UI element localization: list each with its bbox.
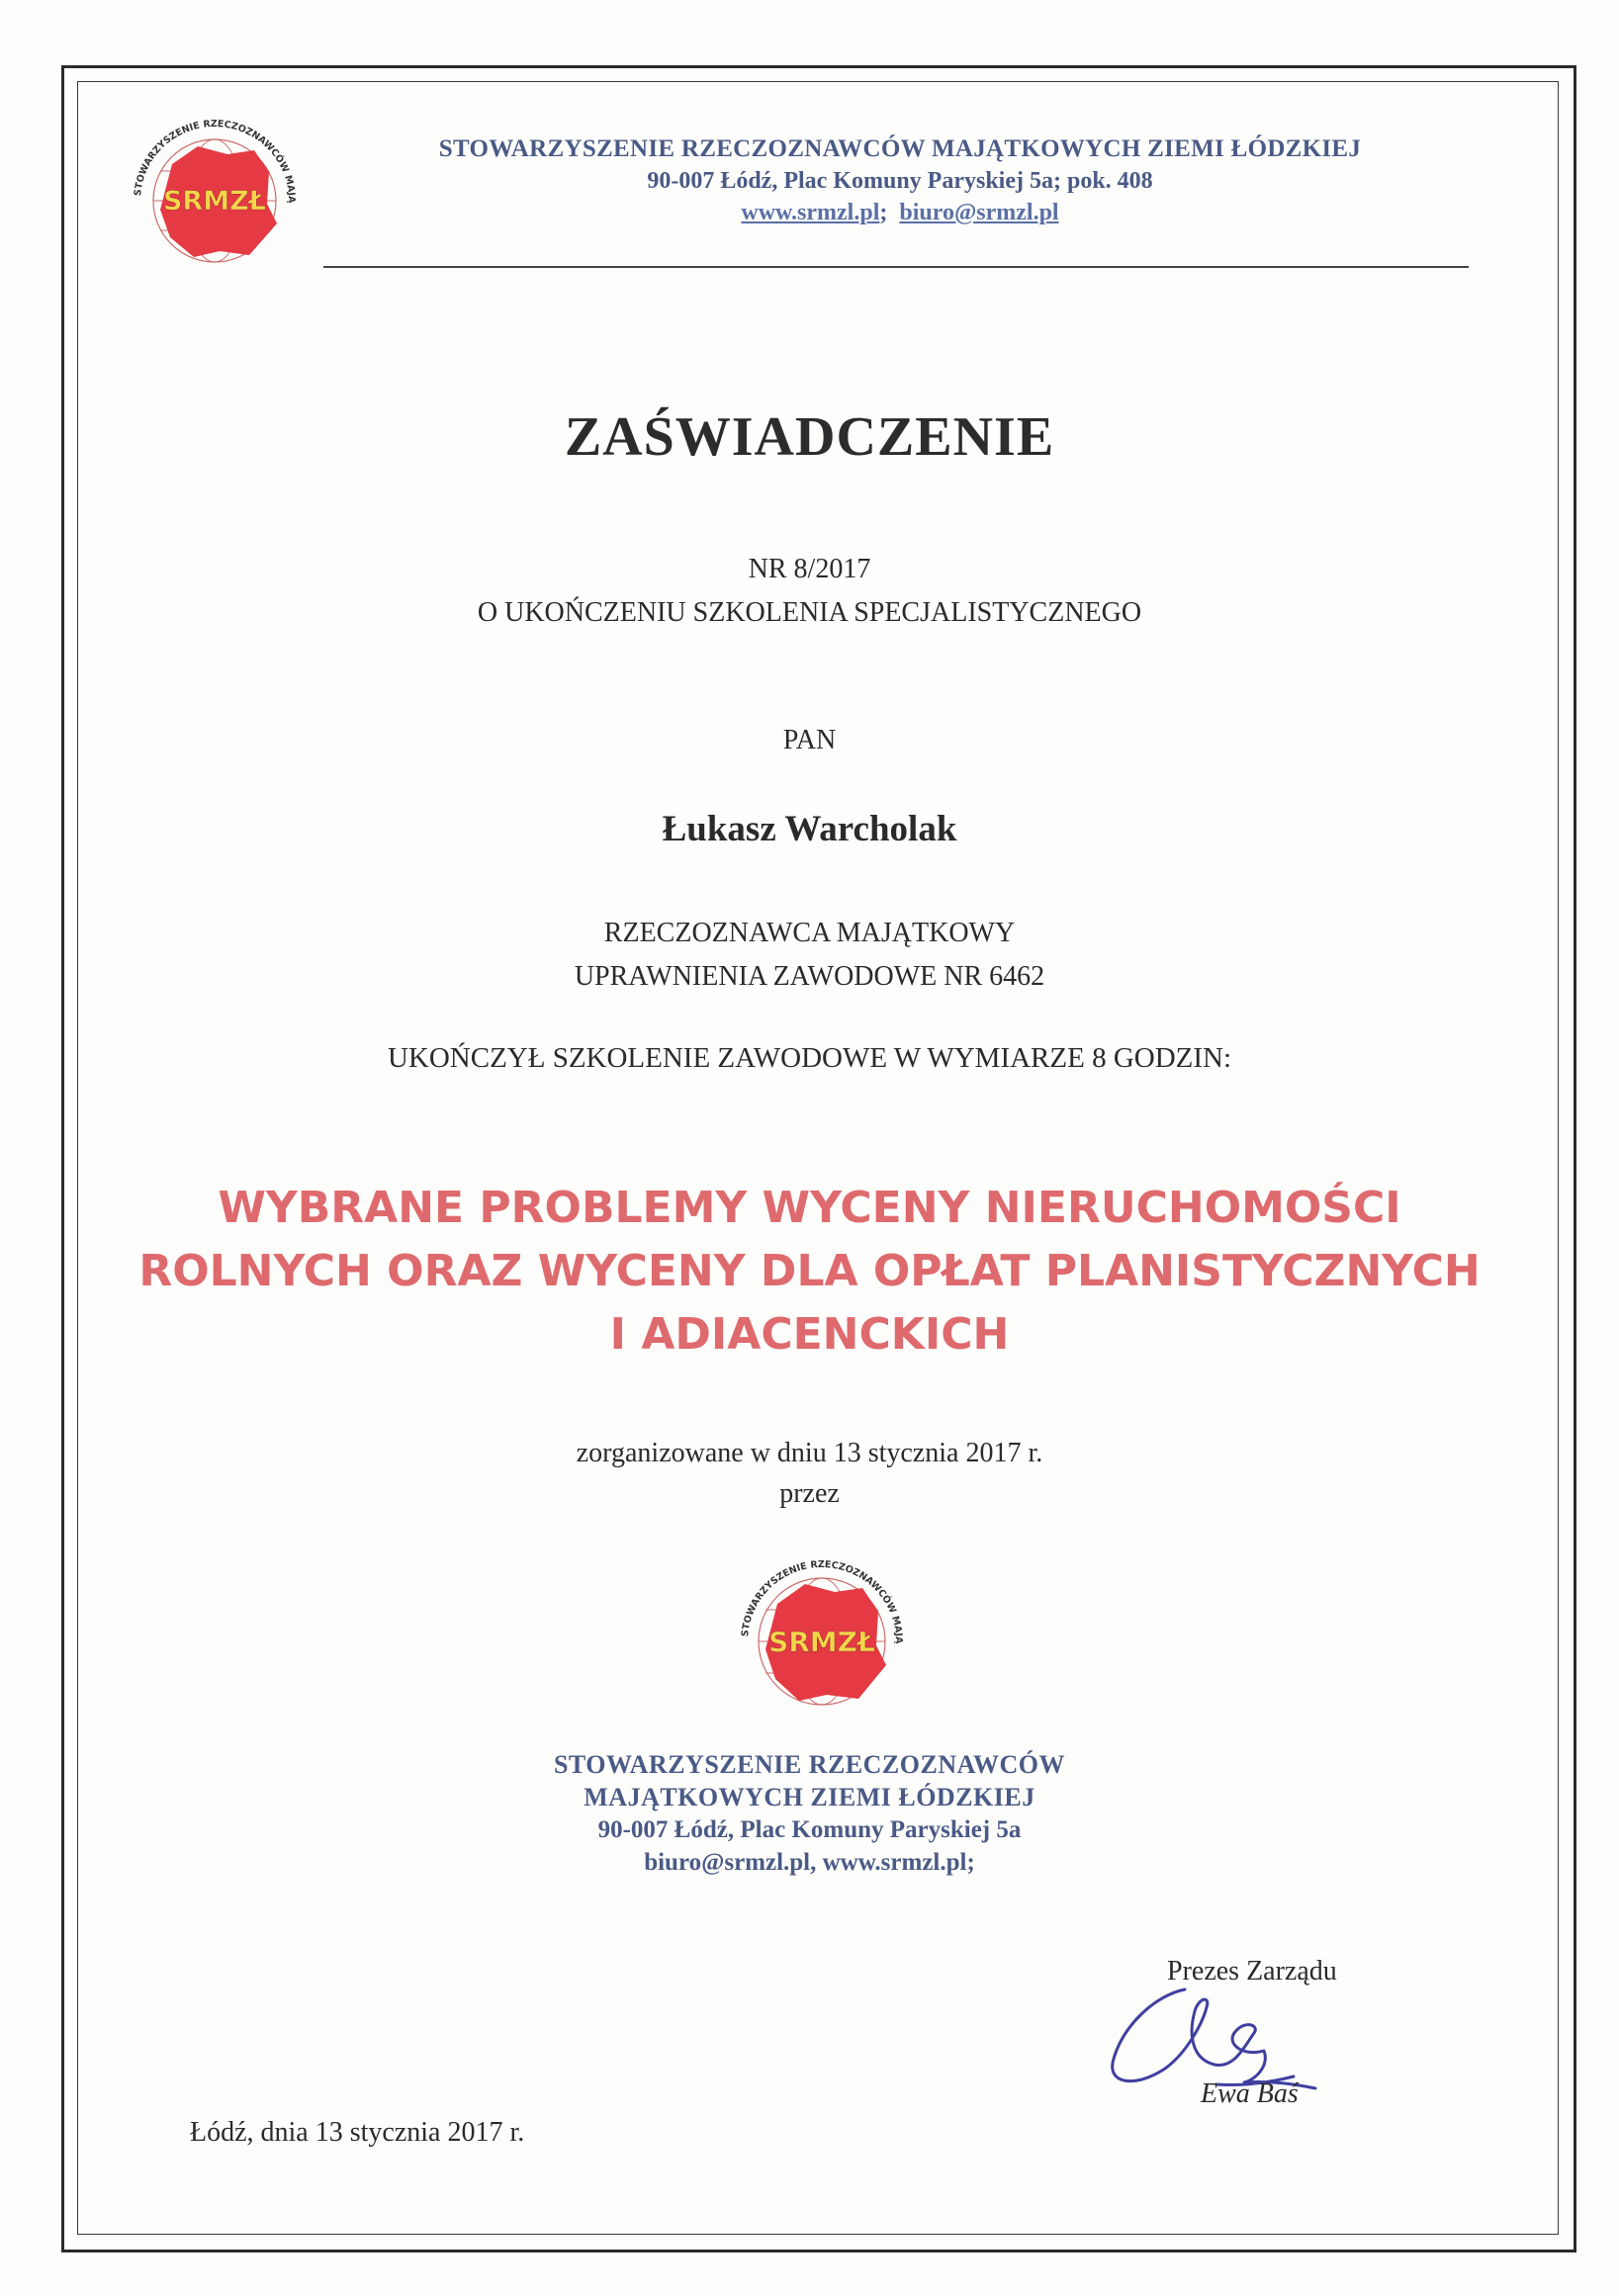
header-website-link[interactable]: www.srmzl.pl xyxy=(741,200,880,225)
footer-org-line1: STOWARZYSZENIE RZECZOZNAWCÓW xyxy=(553,1750,1066,1779)
recipient-role: RZECZOZNAWCA MAJĄTKOWY xyxy=(603,918,1016,948)
logo-ring-text: STOWARZYSZENIE RZECZOZNAWCÓW MAJĄ xyxy=(740,1558,905,1643)
header-separator: ; xyxy=(879,200,888,225)
header-org: STOWARZYSZENIE RZECZOZNAWCÓW MAJĄTKOWYCH ZIEMI ŁÓDZKIEJ xyxy=(438,135,1362,162)
course-title-line: ROLNYCH ORAZ WYCENY DLA OPŁAT PLANISTYCZNYCH xyxy=(138,1246,1481,1296)
logo-abbrev: SRMZŁ xyxy=(768,1626,875,1658)
footer-organization xyxy=(396,1748,1223,1879)
course-title xyxy=(99,1177,1520,1367)
footer-address: 90-007 Łódź, Plac Komuny Paryskiej 5a xyxy=(597,1816,1022,1843)
course-title-line: I ADIACENCKICH xyxy=(609,1309,1010,1360)
certificate-title: ZAŚWIADCZENIE xyxy=(564,406,1055,468)
completion-statement: UKOŃCZYŁ SZKOLENIE ZAWODOWE W WYMIARZE 8 GODZIN: xyxy=(387,1042,1232,1074)
header-address: 90-007 Łódź, Plac Komuny Paryskiej 5a; pok. 408 xyxy=(647,168,1153,194)
header-links xyxy=(326,197,1474,228)
footer-org-line2: MAJĄTKOWYCH ZIEMI ŁÓDZKIEJ xyxy=(584,1783,1035,1811)
header-email-link[interactable]: biuro@srmzl.pl xyxy=(899,200,1059,225)
srmzl-logo-icon xyxy=(718,1543,926,1730)
salutation: PAN xyxy=(782,725,837,755)
footer-contact: biuro@srmzl.pl, www.srmzl.pl; xyxy=(644,1849,975,1876)
organized-by: przez xyxy=(779,1478,840,1509)
logo-top xyxy=(111,107,318,290)
header-divider xyxy=(323,266,1469,268)
signature-position: Prezes Zarządu xyxy=(1167,1956,1337,1987)
certificate-number: NR 8/2017 xyxy=(748,554,871,584)
signer-name: Ewa Baś xyxy=(1201,2078,1299,2109)
logo-ring-text: STOWARZYSZENIE RZECZOZNAWCÓW MAJĄ xyxy=(133,118,298,203)
place-and-date: Łódź, dnia 13 stycznia 2017 r. xyxy=(190,2117,525,2148)
logo-middle xyxy=(718,1543,926,1735)
course-title-line: WYBRANE PROBLEMY WYCENY NIERUCHOMOŚCI xyxy=(218,1183,1401,1233)
certificate-subtitle: O UKOŃCZENIU SZKOLENIA SPECJALISTYCZNEGO xyxy=(477,597,1142,628)
recipient-license: UPRAWNIENIA ZAWODOWE NR 6462 xyxy=(574,961,1045,992)
recipient-name: Łukasz Warcholak xyxy=(662,809,957,849)
srmzl-logo-icon xyxy=(111,107,318,285)
inner-border xyxy=(77,81,1559,2235)
organized-date: zorganizowane w dniu 13 stycznia 2017 r. xyxy=(576,1438,1043,1468)
header xyxy=(326,133,1474,228)
logo-abbrev: SRMZŁ xyxy=(162,186,267,217)
